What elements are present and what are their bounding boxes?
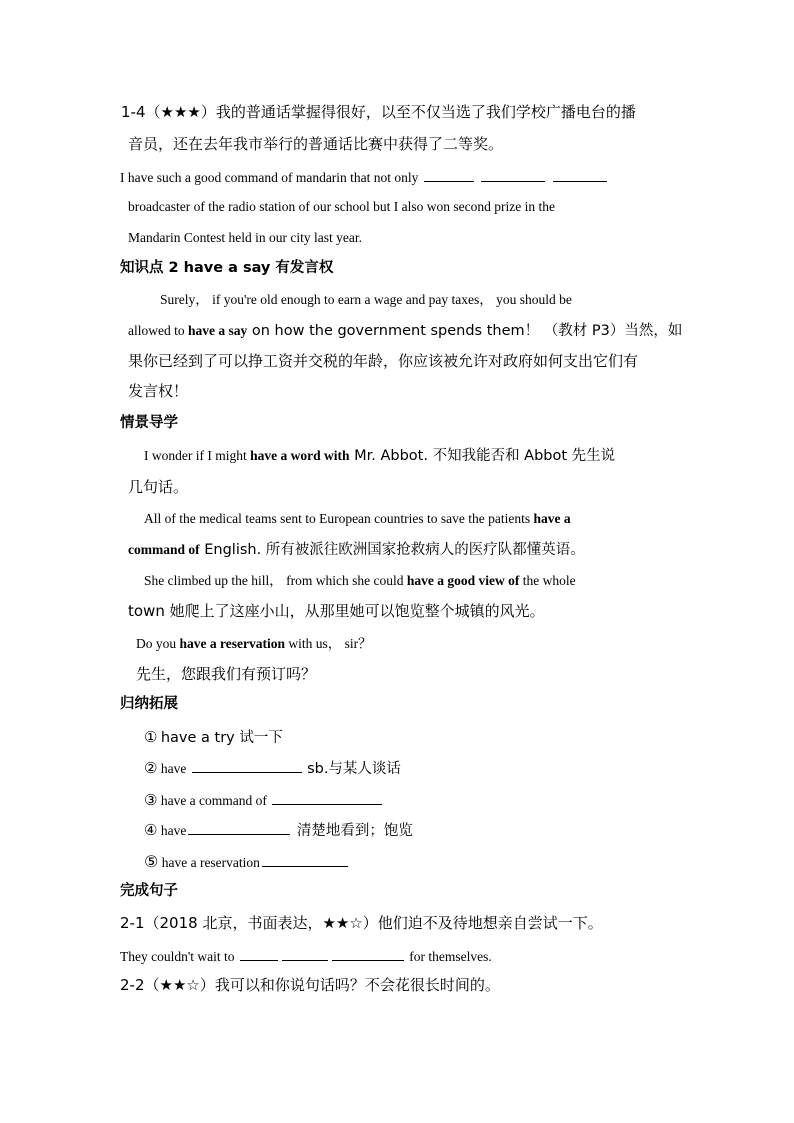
question-1-4-line2: 音员，还在去年我市举行的普通话比赛中获得了二等奖。 (128, 135, 504, 153)
summary-item-4 (144, 820, 413, 841)
text: She climbed up the hill， from which she could (144, 573, 407, 588)
item-text: have a try 试一下 (160, 730, 283, 746)
summary-item-5 (144, 852, 350, 873)
key-phrase: have a reservation (179, 636, 285, 651)
scenario-sentence-1 (144, 446, 615, 466)
item-text: have a reservation (161, 855, 260, 870)
answer-blank[interactable] (192, 758, 302, 773)
text: Mr. Abbot. 不知我能否和 Abbot 先生说 (349, 448, 616, 464)
question-2-2: 2-2（★★☆）我可以和你说句话吗？不会花很长时间的。 (120, 976, 500, 994)
answer-blank[interactable] (553, 167, 607, 182)
question-1-4-line1: 1-4（★★★）我的普通话掌握得很好，以至不仅当选了我们学校广播电台的播 (121, 103, 636, 121)
question-2-1-english (120, 946, 492, 967)
text: allowed to (128, 323, 188, 338)
scenario-sentence-2 (144, 509, 571, 529)
item-number: ⑤ (144, 852, 159, 871)
text: English. 所有被派往欧洲国家抢救病人的医疗队都懂英语。 (199, 542, 585, 558)
item-text: have a command of (160, 793, 271, 808)
text: the whole (519, 573, 576, 588)
answer-blank[interactable] (332, 946, 404, 961)
item-number: ④ (144, 821, 158, 839)
item-text: sb.与某人谈话 (307, 761, 401, 777)
key-phrase: have a word with (250, 448, 350, 463)
scenario-sentence-4 (136, 634, 372, 654)
item-text: have (160, 761, 190, 776)
key-phrase: command of (128, 542, 200, 557)
complete-sentences-heading: 完成句子 (120, 883, 178, 899)
answer-blank[interactable] (282, 946, 328, 961)
answer-blank[interactable] (481, 167, 545, 182)
summary-item-2 (144, 758, 401, 779)
text: I wonder if I might (144, 448, 251, 463)
question-2-1: 2-1（2018 北京，书面表达，★★☆）他们迫不及待地想亲自尝试一下。 (120, 914, 603, 932)
summary-item-3 (144, 790, 384, 811)
scenario-sentence-1-cont: 几句话。 (128, 478, 189, 496)
text: Do you (136, 636, 180, 651)
key-phrase: have a good view of (406, 573, 520, 588)
scenario-heading: 情景导学 (120, 415, 178, 431)
text: with us， sir？ (284, 636, 372, 651)
english-text: I have such a good command of mandarin that not only (120, 170, 419, 185)
summary-heading: 归纳拓展 (120, 696, 178, 712)
question-1-4-english-line1 (120, 167, 609, 188)
item-number: ① (144, 728, 158, 746)
text: They couldn't wait to (120, 949, 238, 964)
scenario-sentence-3 (144, 571, 576, 591)
key-phrase: have a say (188, 323, 248, 338)
text: for themselves. (405, 949, 492, 964)
translation-line2: 发言权！ (128, 382, 189, 400)
scenario-sentence-3-cont: town 她爬上了这座小山，从那里她可以饱览整个城镇的风光。 (128, 602, 545, 620)
question-1-4-english-line3: Mandarin Contest held in our city last year. (128, 230, 362, 245)
text: on how the government spends them！ （教材 P3）当然，如 (247, 323, 683, 339)
answer-blank[interactable] (272, 790, 382, 805)
item-number: ③ (144, 791, 158, 809)
answer-blank[interactable] (188, 820, 290, 835)
answer-blank[interactable] (424, 167, 474, 182)
answer-blank[interactable] (240, 946, 278, 961)
answer-blank[interactable] (262, 852, 348, 867)
item-number: ② (144, 759, 158, 777)
item-text: 清楚地看到；饱览 (292, 823, 413, 839)
summary-item-1 (144, 727, 283, 748)
translation-line1: 果你已经到了可以挣工资并交税的年龄，你应该被允许对政府如何支出它们有 (128, 352, 639, 370)
key-phrase: have a (533, 511, 571, 526)
question-1-4-english-line2: broadcaster of the radio station of our school but I also won second prize in the (128, 199, 556, 214)
text: All of the medical teams sent to European countries to save the patients (144, 511, 531, 526)
scenario-sentence-2-cont (128, 540, 585, 560)
item-text: have (160, 823, 187, 838)
scenario-sentence-4-translation: 先生，您跟我们有预订吗？ (136, 665, 317, 683)
example-sentence-line1: Surely， if you're old enough to earn a wage and pay taxes， you should be (160, 292, 572, 307)
example-sentence-line2 (128, 321, 682, 341)
knowledge-point-heading: 知识点 2 have a say 有发言权 (120, 260, 334, 276)
